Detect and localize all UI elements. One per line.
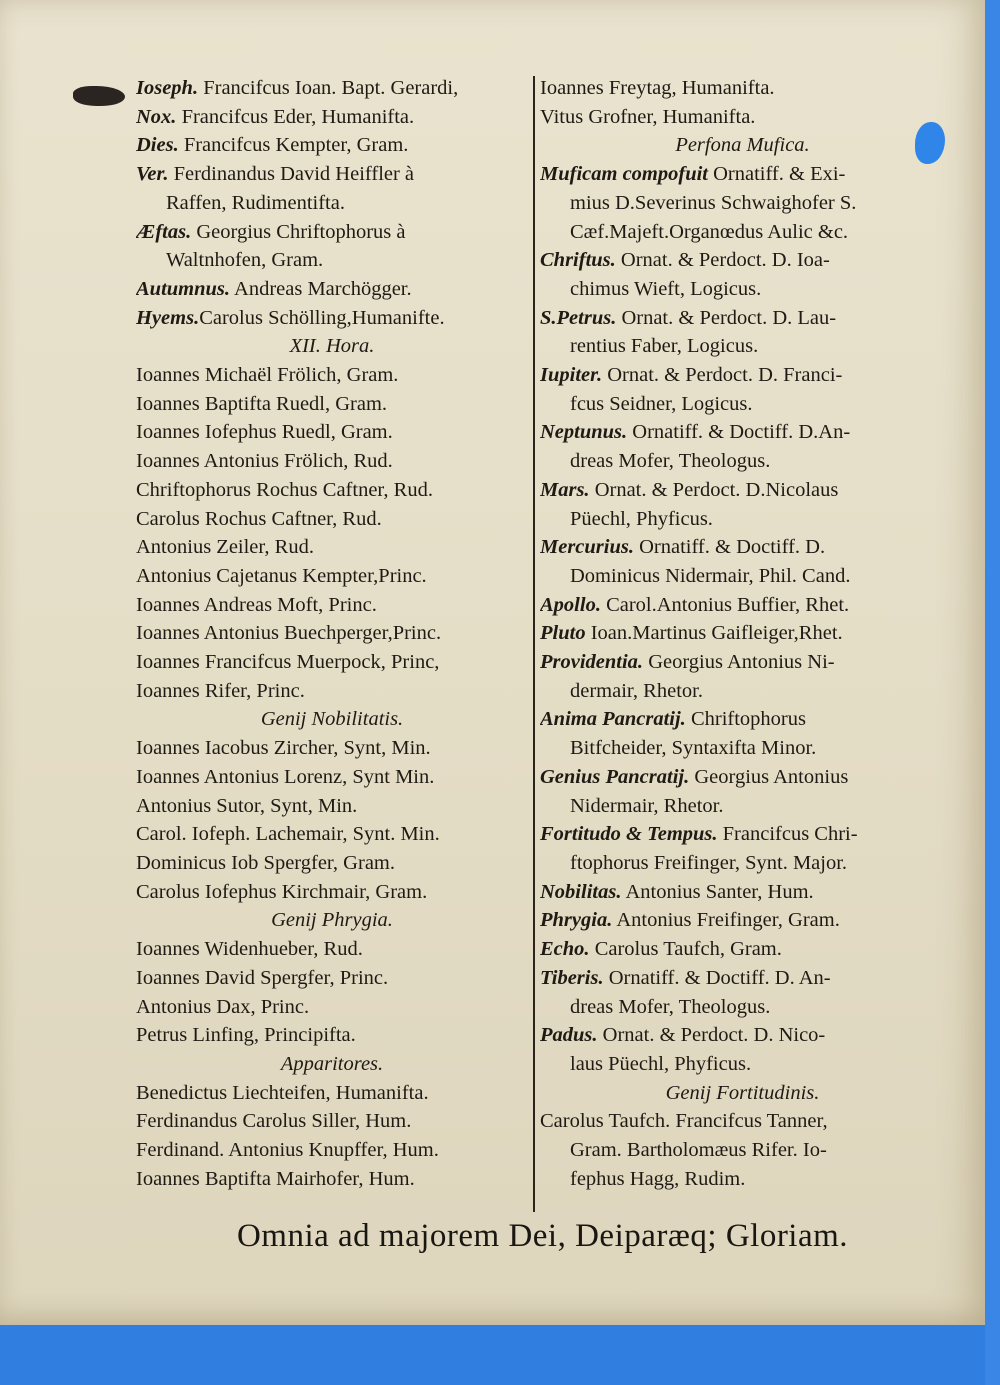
cast-entry bbox=[136, 103, 528, 132]
performer-name: Francifcus Kempter, Gram. bbox=[178, 134, 409, 157]
scan-background-bottom bbox=[0, 1325, 1000, 1385]
performer-name: Antonius Santer, Hum. bbox=[621, 880, 814, 903]
performer-name: Ioannes Michaël Frölich, Gram. bbox=[136, 364, 399, 387]
cast-entry bbox=[540, 705, 945, 734]
performer-name: Ornat. & Perdoct. D. Nico- bbox=[597, 1024, 826, 1047]
role-name: Fortitudo & Tempus. bbox=[540, 823, 718, 846]
cast-entry bbox=[540, 418, 945, 447]
role-name: Nobilitas. bbox=[540, 880, 622, 903]
performer-name: Dominicus Nidermair, Phil. Cand. bbox=[570, 564, 851, 587]
performer-name: chimus Wieft, Logicus. bbox=[570, 277, 762, 300]
section-heading: Genij Nobilitatis. bbox=[260, 708, 404, 731]
performer-name: Ioannes Widenhueber, Rud. bbox=[136, 938, 363, 961]
performer-name: Ioannes Baptifta Ruedl, Gram. bbox=[136, 392, 388, 415]
role-name: Autumnus. bbox=[136, 277, 231, 300]
performer-name: Francifcus Ioan. Bapt. Gerardi, bbox=[198, 77, 459, 99]
cast-entry bbox=[540, 820, 945, 849]
scan-background-right bbox=[985, 0, 1000, 1385]
cast-entry bbox=[540, 275, 945, 304]
cast-entry bbox=[136, 418, 528, 447]
performer-name: Chriftophorus Rochus Caftner, Rud. bbox=[136, 478, 433, 501]
performer-name: Ioan.Martinus Gaifleiger,Rhet. bbox=[585, 622, 843, 645]
performer-name: Ornat. & Perdoct. D. Lau- bbox=[616, 306, 837, 329]
performer-name: Petrus Linfing, Principifta. bbox=[136, 1024, 356, 1047]
performer-name: Ioannes Freytag, Humanifta. bbox=[540, 77, 775, 99]
performer-name: Ioannes Antonius Frölich, Rud. bbox=[136, 450, 393, 473]
performer-name: Ioannes Antonius Buechperger,Princ. bbox=[136, 622, 442, 645]
role-name: Pluto bbox=[540, 622, 586, 645]
role-name: Providentia. bbox=[540, 651, 644, 674]
role-name: Phrygia. bbox=[540, 909, 613, 932]
cast-entry bbox=[540, 160, 945, 189]
cast-entry bbox=[540, 849, 945, 878]
cast-entry bbox=[136, 505, 528, 534]
cast-entry bbox=[136, 935, 528, 964]
cast-entry bbox=[540, 218, 945, 247]
right-column bbox=[540, 74, 945, 1193]
cast-entry bbox=[136, 160, 528, 189]
performer-name: Antonius Freifinger, Gram. bbox=[612, 909, 840, 932]
cast-entry bbox=[540, 906, 945, 935]
performer-name: Francifcus Eder, Humanifta. bbox=[176, 105, 415, 128]
performer-name: Carolus Schölling,Humanifte. bbox=[199, 306, 445, 329]
performer-name: mius D.Severinus Schwaighofer S. bbox=[570, 191, 857, 214]
cast-entry bbox=[136, 74, 528, 103]
cast-entry bbox=[136, 1165, 528, 1194]
cast-entry bbox=[540, 993, 945, 1022]
closing-motto: Omnia ad majorem Dei, Deiparæq; Gloriam. bbox=[236, 1218, 849, 1254]
cast-entry bbox=[136, 763, 528, 792]
cast-entry bbox=[540, 935, 945, 964]
role-name: Apollo. bbox=[540, 593, 601, 616]
cast-entry bbox=[136, 275, 528, 304]
role-name: Æftas. bbox=[136, 220, 192, 243]
performer-name: Carolus Taufch. Francifcus Tanner, bbox=[540, 1110, 828, 1133]
cast-entry bbox=[136, 792, 528, 821]
cast-entry bbox=[136, 591, 528, 620]
performer-name: Georgius Chriftophorus à bbox=[191, 220, 406, 243]
performer-name: Ferdinandus David Heiffler à bbox=[168, 163, 415, 186]
performer-name: fcus Seidner, Logicus. bbox=[570, 392, 753, 415]
performer-name: Antonius Cajetanus Kempter,Princ. bbox=[136, 564, 427, 587]
section-heading: Apparitores. bbox=[280, 1052, 384, 1075]
role-name: Echo. bbox=[540, 938, 590, 961]
column-divider bbox=[533, 76, 535, 1212]
cast-entry bbox=[136, 246, 528, 275]
cast-entry bbox=[136, 964, 528, 993]
role-name: Mars. bbox=[540, 478, 590, 501]
cast-entry bbox=[540, 763, 945, 792]
performer-name: Nidermair, Rhetor. bbox=[570, 794, 724, 817]
performer-name: Ioannes Baptifta Mairhofer, Hum. bbox=[136, 1167, 415, 1190]
cast-entry bbox=[540, 103, 945, 132]
cast-entry bbox=[136, 131, 528, 160]
performer-name: Raffen, Rudimentifta. bbox=[166, 191, 345, 214]
performer-name: Vitus Grofner, Humanifta. bbox=[540, 105, 756, 128]
role-name: Iupiter. bbox=[540, 364, 603, 387]
performer-name: Ferdinandus Carolus Siller, Hum. bbox=[136, 1110, 412, 1133]
cast-entry bbox=[136, 304, 528, 333]
role-name: Muficam compofuit bbox=[540, 163, 708, 186]
performer-name: Ioannes Rifer, Princ. bbox=[136, 679, 305, 702]
cast-entry bbox=[136, 734, 528, 763]
performer-name: Georgius Antonius bbox=[689, 765, 849, 788]
performer-name: Carolus Iofephus Kirchmair, Gram. bbox=[136, 880, 428, 903]
role-name: S.Petrus. bbox=[540, 306, 617, 329]
section-heading: Perfona Mufica. bbox=[675, 134, 810, 157]
role-name: Hyems. bbox=[136, 306, 200, 329]
cast-entry bbox=[136, 361, 528, 390]
role-name: Ioseph. bbox=[136, 77, 199, 99]
cast-entry bbox=[540, 332, 945, 361]
performer-name: Antonius Dax, Princ. bbox=[136, 995, 310, 1018]
performer-name: Antonius Zeiler, Rud. bbox=[136, 536, 314, 559]
performer-name: Benedictus Liechteifen, Humanifta. bbox=[136, 1081, 429, 1104]
section-heading: XII. Hora. bbox=[289, 335, 375, 358]
cast-entry bbox=[136, 677, 528, 706]
cast-entry bbox=[540, 476, 945, 505]
section-heading: Genij Phrygia. bbox=[271, 909, 393, 932]
cast-entry bbox=[136, 562, 528, 591]
cast-entry bbox=[136, 476, 528, 505]
role-name: Anima Pancratij. bbox=[540, 708, 686, 731]
cast-entry bbox=[540, 390, 945, 419]
performer-name: Georgius Antonius Ni- bbox=[643, 651, 835, 674]
performer-name: Francifcus Chri- bbox=[717, 823, 858, 846]
performer-name: Ornatiff. & Exi- bbox=[707, 163, 846, 186]
performer-name: Püechl, Phyficus. bbox=[570, 507, 713, 530]
cast-entry bbox=[540, 878, 945, 907]
section-heading: Genij Fortitudinis. bbox=[665, 1081, 820, 1104]
left-column bbox=[136, 74, 528, 1193]
cast-entry bbox=[136, 849, 528, 878]
performer-name: Dominicus Iob Spergfer, Gram. bbox=[136, 851, 395, 874]
performer-name: Ioannes Antonius Lorenz, Synt Min. bbox=[136, 765, 435, 788]
performer-name: Ioannes Andreas Moft, Princ. bbox=[136, 593, 377, 616]
performer-name: Chriftophorus bbox=[685, 708, 806, 731]
cast-entry bbox=[540, 619, 945, 648]
performer-name: laus Püechl, Phyficus. bbox=[570, 1052, 752, 1075]
cast-entry bbox=[136, 1136, 528, 1165]
role-name: Tiberis. bbox=[540, 966, 604, 989]
cast-entry bbox=[540, 792, 945, 821]
cast-entry bbox=[540, 447, 945, 476]
cast-entry bbox=[540, 189, 945, 218]
cast-entry bbox=[540, 1165, 945, 1194]
cast-entry bbox=[540, 562, 945, 591]
performer-name: Antonius Sutor, Synt, Min. bbox=[136, 794, 358, 817]
performer-name: Ioannes Iacobus Zircher, Synt, Min. bbox=[136, 737, 431, 760]
performer-name: Andreas Marchögger. bbox=[230, 277, 412, 300]
performer-name: Ornat. & Perdoct. D. Franci- bbox=[602, 364, 843, 387]
role-name: Neptunus. bbox=[540, 421, 628, 444]
cast-entry bbox=[136, 1079, 528, 1108]
cast-entry bbox=[136, 390, 528, 419]
role-name: Nox. bbox=[136, 105, 177, 128]
role-name: Ver. bbox=[136, 163, 169, 186]
role-name: Mercurius. bbox=[540, 536, 634, 559]
ink-blot bbox=[73, 86, 125, 106]
performer-name: Carol.Antonius Buffier, Rhet. bbox=[600, 593, 850, 616]
performer-name: ftophorus Freifinger, Synt. Major. bbox=[570, 851, 848, 874]
performer-name: Ioannes Iofephus Ruedl, Gram. bbox=[136, 421, 393, 444]
cast-entry bbox=[136, 447, 528, 476]
performer-name: Ioannes David Spergfer, Princ. bbox=[136, 966, 389, 989]
role-name: Padus. bbox=[540, 1024, 598, 1047]
performer-name: fephus Hagg, Rudim. bbox=[570, 1167, 746, 1190]
performer-name: rentius Faber, Logicus. bbox=[570, 335, 759, 358]
cast-entry bbox=[136, 878, 528, 907]
performer-name: dreas Mofer, Theologus. bbox=[570, 450, 771, 473]
performer-name: Ornat. & Perdoct. D.Nicolaus bbox=[589, 478, 839, 501]
performer-name: Cæf.Majeft.Organœdus Aulic &c. bbox=[570, 220, 849, 243]
cast-entry bbox=[540, 1107, 945, 1136]
cast-entry bbox=[136, 533, 528, 562]
cast-entry bbox=[540, 591, 945, 620]
cast-entry bbox=[136, 993, 528, 1022]
cast-entry bbox=[136, 1107, 528, 1136]
cast-entry bbox=[540, 246, 945, 275]
performer-name: Bitfcheider, Syntaxifta Minor. bbox=[570, 737, 817, 760]
performer-name: Ornatiff. & Doctiff. D.An- bbox=[627, 421, 851, 444]
cast-entry bbox=[540, 1021, 945, 1050]
cast-entry bbox=[540, 1050, 945, 1079]
cast-entry bbox=[540, 734, 945, 763]
performer-name: Gram. Bartholomæus Rifer. Io- bbox=[570, 1139, 827, 1162]
performer-name: Ornatiff. & Doctiff. D. An- bbox=[603, 966, 831, 989]
cast-entry bbox=[540, 304, 945, 333]
performer-name: Carolus Rochus Caftner, Rud. bbox=[136, 507, 382, 530]
performer-name: Carol. Iofeph. Lachemair, Synt. Min. bbox=[136, 823, 440, 846]
cast-entry bbox=[136, 218, 528, 247]
role-name: Dies. bbox=[136, 134, 179, 157]
performer-name: Ornat. & Perdoct. D. Ioa- bbox=[615, 249, 830, 272]
cast-entry bbox=[136, 648, 528, 677]
cast-entry bbox=[540, 533, 945, 562]
performer-name: Ornatiff. & Doctiff. D. bbox=[633, 536, 826, 559]
performer-name: Waltnhofen, Gram. bbox=[166, 249, 324, 272]
performer-name: dermair, Rhetor. bbox=[570, 679, 703, 702]
cast-entry bbox=[540, 74, 945, 103]
cast-entry bbox=[540, 677, 945, 706]
performer-name: Ioannes Francifcus Muerpock, Princ, bbox=[136, 651, 440, 674]
role-name: Chriftus. bbox=[540, 249, 616, 272]
cast-entry bbox=[540, 361, 945, 390]
cast-entry bbox=[136, 619, 528, 648]
cast-entry bbox=[540, 505, 945, 534]
performer-name: Carolus Taufch, Gram. bbox=[589, 938, 782, 961]
cast-entry bbox=[540, 648, 945, 677]
cast-entry bbox=[540, 964, 945, 993]
cast-entry bbox=[136, 1021, 528, 1050]
cast-entry bbox=[540, 1136, 945, 1165]
performer-name: dreas Mofer, Theologus. bbox=[570, 995, 771, 1018]
cast-entry bbox=[136, 820, 528, 849]
cast-entry bbox=[136, 189, 528, 218]
role-name: Genius Pancratij. bbox=[540, 765, 690, 788]
performer-name: Ferdinand. Antonius Knupffer, Hum. bbox=[136, 1139, 439, 1162]
